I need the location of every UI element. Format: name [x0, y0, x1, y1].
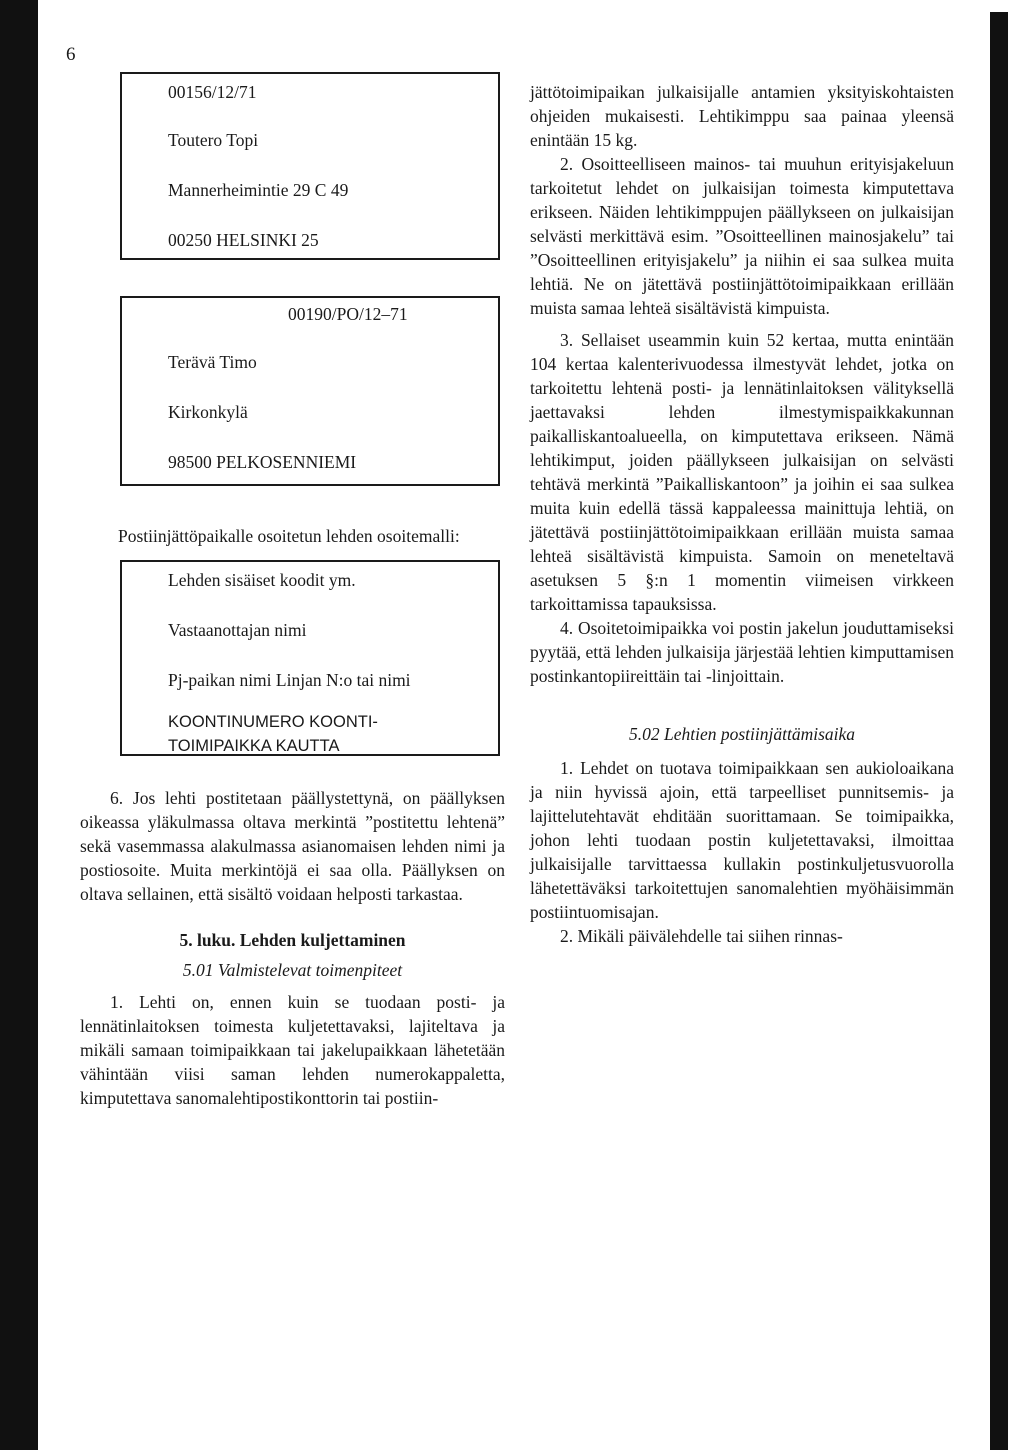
paragraph-5-2: 2. Mikäli päivälehdelle tai siihen rinnas- [560, 926, 843, 946]
scan-edge-left [0, 0, 38, 1450]
label-code: 00190/PO/12–71 [288, 304, 408, 324]
label-line: 00250 HELSINKI 25 [168, 230, 319, 250]
label-line: 98500 PELKOSENNIEMI [168, 452, 357, 472]
paragraph-4: 4. Osoitetoimipaikka voi postin jakelun jouduttamiseksi pyytää, että lehden julkaisija järjestää lehtien kimputtamisen postinkantopiireittäin tai -linjoittain. [530, 618, 954, 686]
paragraph-2: 2. Osoitteelliseen mainos- tai muuhun erityisjakeluun tarkoitetut lehdet on julkaisijan toimesta kimputettava erikseen. Näiden lehtikimppujen päällykseen on julkaisijan selvästi merkittävä esim. ”Osoitteellinen mainosjakelu” tai ”Osoitteellinen erityisjakelu” ja niihin ei saa sulkea muita lehtiä. Ne on jätettävä postiinjättötoimipaikkaan erillään muista samaa lehteä sisältävistä kimpuista. [530, 154, 954, 318]
scan-edge-right [990, 12, 1008, 1450]
section-heading: 5.02 Lehtien postiinjättämisaika [628, 724, 856, 744]
label-line: Kirkonkylä [168, 402, 248, 422]
address-label-template [120, 560, 500, 756]
label-line: Mannerheimintie 29 C 49 [168, 180, 349, 200]
paragraph-continued: jättötoimipaikan julkaisijalle antamien yksityiskohtaisten ohjeiden mukaisesti. Lehtikimppu saa painaa yleensä enintään 15 kg. [530, 82, 954, 150]
chapter-heading: 5. luku. Lehden kuljettaminen [179, 930, 406, 950]
paragraph-5-1: 1. Lehdet on tuotava toimipaikkaan sen aukioloaikana ja niin hyvissä ajoin, että tarpeelliset punnitsemis- ja lajittelutehtavät ehditään suorittamaan. Se toimipaikka, johon lehti tuodaan postin kuljetettavaksi, ilmoittaa julkaisijalle tarvittaessa kullakin postinkuljetusvuorolla lähetettäväksi tarkoitettujen sanomalehtien myöhäisimmän postiintuomisajan. [530, 758, 954, 922]
paragraph-1: 1. Lehti on, ennen kuin se tuodaan posti- ja lennätinlaitoksen toimesta kuljetettavaksi, lajiteltava ja mikäli samaan toimipaikkaan tai jakelupaikkaan lähetetään vähintään viisi saman lehden numerokappaletta, kimputettava sanomalehtipostikonttorin tai postiin- [80, 992, 505, 1108]
paragraph-6: 6. Jos lehti postitetaan päällystettynä, on päällyksen oikeassa yläkulmassa oltava merkintä ”postitettu lehtenä” sekä vasemmassa alakulmassa asianomaisen lehden nimi ja postiosoite. Muita merkintöjä ei saa olla. Päällyksen on oltava sellainen, että sisältö voidaan helposti tarkastaa. [80, 788, 505, 904]
label-line: Terävä Timo [168, 352, 257, 372]
address-label-example-2 [120, 296, 500, 486]
label-caption: Postiinjättöpaikalle osoitetun lehden osoitemalli: [118, 526, 460, 546]
label-line: 00156/12/71 [168, 82, 257, 102]
right-column [530, 80, 954, 948]
label-line: Vastaanottajan nimi [168, 620, 307, 640]
label-line: Lehden sisäiset koodit ym. [168, 570, 356, 590]
left-column [80, 72, 505, 1110]
page-number: 6 [66, 44, 76, 65]
label-line: Pj-paikan nimi Linjan N:o tai nimi [168, 670, 411, 690]
paragraph-3: 3. Sellaiset useammin kuin 52 kertaa, mutta enintään 104 kertaa kalenterivuodessa ilmestyvät lehdet, jotka on tarkoitettu lehtenä posti- ja lennätinlaitoksen välityksellä jaettavaksi lehden ilmestymispaikkakunnan paikalliskantoalueella, on kimputettava erikseen. Nämä lehtikimput, joiden päällykseen julkaisijan on selvästi tehtävä merkintä ”Paikalliskantoon” ja joihin ei saa sulkea muita kuin edellä tässä kappaleessa mainittuja lehtiä, on jätettävä postiinjättötoimipaikkaan erillään muista samaa lehteä sisältävistä kimpuista. Samoin on meneteltavä asetuksen 5 §:n 1 momentin viimeisen virkkeen tarkoittamissa tapauksissa. [530, 330, 954, 614]
address-label-example-1 [120, 72, 500, 260]
section-heading: 5.01 Valmistelevat toimenpiteet [182, 960, 403, 980]
label-line: TOIMIPAIKKA KAUTTA [168, 737, 340, 755]
label-line: Toutero Topi [168, 130, 259, 150]
label-line: KOONTINUMERO KOONTI- [168, 713, 378, 731]
